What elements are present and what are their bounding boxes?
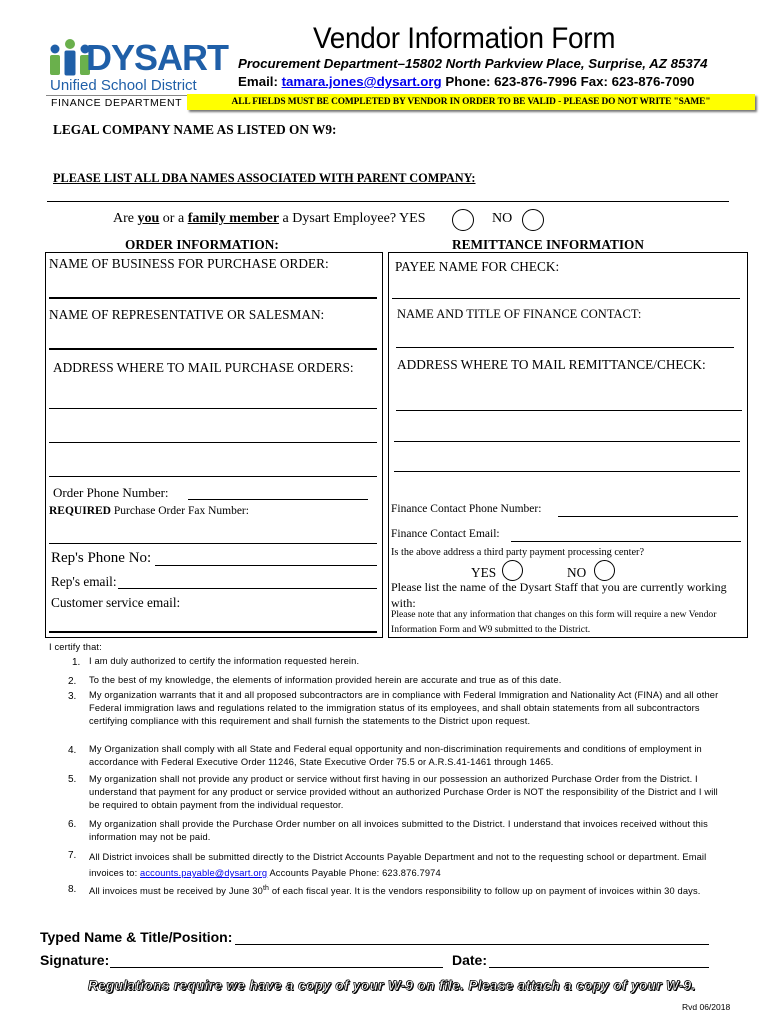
finance-phone-label: Finance Contact Phone Number: — [391, 503, 542, 515]
rep-phone-label: Rep's Phone No: — [51, 550, 152, 566]
contact-email-link[interactable]: tamara.jones@dysart.org — [281, 74, 442, 89]
signature-label: Signature: — [40, 952, 110, 968]
page-title: Vendor Information Form — [313, 22, 616, 55]
order-phone-line[interactable] — [188, 499, 368, 500]
cert-item-8: All invoices must be received by June 30th of each fiscal year. It is the vendors responsibility to follow up on payment of invoices within 30 days. — [89, 885, 701, 897]
logo-wordmark: DYSART — [86, 37, 229, 78]
cert-item-4: My Organization shall comply with all State and Federal equal opportunity and non-discrimination requirements and conditions of employment in accordance with Federal Executive Order 11246, State Executive Order 75.5 or A.R.S.41-1461 through 1465. — [89, 744, 702, 767]
remit-address-line-2[interactable] — [394, 441, 740, 442]
remit-address-label: ADDRESS WHERE TO MAIL REMITTANCE/CHECK: — [397, 357, 706, 372]
signature-line[interactable] — [110, 967, 443, 968]
date-line[interactable] — [489, 967, 709, 968]
cert-number: 3. — [68, 691, 77, 702]
cert-number: 6. — [68, 819, 77, 830]
dba-line[interactable] — [47, 201, 729, 202]
third-party-no-radio[interactable] — [594, 560, 615, 581]
phone-fax: Phone: 623-876-7996 Fax: 623-876-7090 — [445, 74, 695, 89]
po-address-line-1[interactable] — [49, 408, 377, 409]
employee-no-label: NO — [492, 211, 513, 226]
w9-requirement: Regulations require we have a copy of your W-9 on file. Please attach a copy of your W-9. — [88, 978, 696, 993]
change-note: Please note that any information that changes on this form will require a new Vendor Information Form and W9 submitted to the District. — [391, 609, 717, 635]
cert-item-1: I am duly authorized to certify the information requested herein. — [89, 656, 360, 666]
finance-contact-line[interactable] — [396, 347, 734, 348]
remit-address-line-1[interactable] — [396, 410, 742, 411]
date-label: Date: — [452, 952, 488, 968]
payee-label: PAYEE NAME FOR CHECK: — [395, 259, 560, 274]
legal-name-label: LEGAL COMPANY NAME AS LISTED ON W9: — [53, 122, 337, 137]
cert-number: 4. — [68, 745, 77, 756]
third-party-no-label: NO — [567, 565, 587, 580]
cert-number: 8. — [68, 884, 77, 895]
rep-email-label: Rep's email: — [51, 574, 117, 589]
cert-number: 5. — [68, 774, 77, 785]
dba-label: PLEASE LIST ALL DBA NAMES ASSOCIATED WITH PARENT COMPANY: — [53, 171, 476, 185]
contact-line — [238, 74, 694, 89]
rep-name-label: NAME OF REPRESENTATIVE OR SALESMAN: — [49, 307, 325, 322]
business-name-line[interactable] — [49, 297, 377, 299]
finance-email-label: Finance Contact Email: — [391, 528, 500, 540]
third-party-yes-radio[interactable] — [502, 560, 523, 581]
certify-intro: I certify that: — [49, 642, 102, 652]
finance-phone-line[interactable] — [558, 516, 738, 517]
revision-date: Rvd 06/2018 — [682, 1002, 731, 1012]
business-name-label: NAME OF BUSINESS FOR PURCHASE ORDER: — [49, 256, 329, 271]
employee-no-radio[interactable] — [522, 209, 544, 231]
po-address-label: ADDRESS WHERE TO MAIL PURCHASE ORDERS: — [53, 360, 354, 375]
finance-contact-label: NAME AND TITLE OF FINANCE CONTACT: — [397, 307, 642, 321]
email-label: Email: — [238, 74, 278, 89]
dysart-staff-label: Please list the name of the Dysart Staff that you are currently working with: — [391, 580, 727, 610]
cert-number: 7. — [68, 850, 77, 861]
customer-email-label: Customer service email: — [51, 595, 181, 610]
required-fields-banner: ALL FIELDS MUST BE COMPLETED BY VENDOR IN ORDER TO BE VALID - PLEASE DO NOT WRITE "SAME" — [187, 94, 755, 110]
rep-name-line[interactable] — [49, 348, 377, 350]
district-logo — [46, 37, 229, 100]
finance-email-line[interactable] — [511, 541, 741, 542]
procurement-address: Procurement Department–15802 North Parkview Place, Surprise, AZ 85374 — [238, 56, 708, 71]
typed-name-label: Typed Name & Title/Position: — [40, 929, 233, 945]
order-info-heading: ORDER INFORMATION: — [125, 237, 279, 252]
employee-yes-radio[interactable] — [452, 209, 474, 231]
rep-email-line[interactable] — [118, 588, 377, 589]
cert-number: 1. — [72, 657, 81, 668]
cert-item-5: My organization shall not provide any product or service without first having in our possession an authorized Purchase Order from the District. I understand that payment for any product or service provided without an authorized Purchase Order is NOT the responsibility of the District and I will be required to obtain payment from the individual requestor. — [89, 774, 718, 810]
payee-line[interactable] — [392, 298, 740, 299]
order-phone-label: Order Phone Number: — [53, 485, 169, 500]
cert-item-2: To the best of my knowledge, the elements of information provided herein are accurate and true as of this date. — [89, 675, 562, 685]
finance-dept-label: FINANCE DEPARTMENT — [51, 97, 183, 109]
po-address-line-3[interactable] — [49, 476, 377, 477]
fax-line[interactable] — [49, 543, 377, 544]
employee-question: Are you or a family member a Dysart Employee? YES — [113, 211, 426, 226]
third-party-question: Is the above address a third party payment processing center? — [391, 547, 645, 558]
cert-item-6: My organization shall provide the Purchase Order number on all invoices submitted to the District. I understand that invoices received without this information may not be paid. — [89, 819, 708, 842]
logo-subtitle: Unified School District — [50, 77, 197, 94]
cert-item-7: All District invoices shall be submitted directly to the District Accounts Payable Department and not to the requesting school or department. Email invoices to: accounts.payable@dysart.org Accounts Payable Phone: 623.876.7974 — [89, 852, 707, 878]
accounts-payable-email-link[interactable]: accounts.payable@dysart.org — [140, 868, 268, 878]
remittance-heading: REMITTANCE INFORMATION — [452, 237, 644, 252]
typed-name-line[interactable] — [235, 944, 709, 945]
third-party-yes-label: YES — [471, 565, 497, 580]
cert-number: 2. — [68, 676, 77, 687]
remit-address-line-3[interactable] — [394, 471, 740, 472]
customer-email-line[interactable] — [49, 631, 377, 633]
po-address-line-2[interactable] — [49, 442, 377, 443]
fax-label: REQUIRED Purchase Order Fax Number: — [49, 505, 249, 517]
rep-phone-line[interactable] — [155, 565, 377, 566]
cert-item-3: My organization warrants that it and all proposed subcontractors are in compliance with Federal Immigration and Nationality Act (FINA) and all other Federal immigration laws and regulations related to the immigration status of its employees, and shall obtain statements from all subcontractors certifying compliance with this requirement and shall furnish the statements to the District upon request. — [89, 690, 719, 726]
